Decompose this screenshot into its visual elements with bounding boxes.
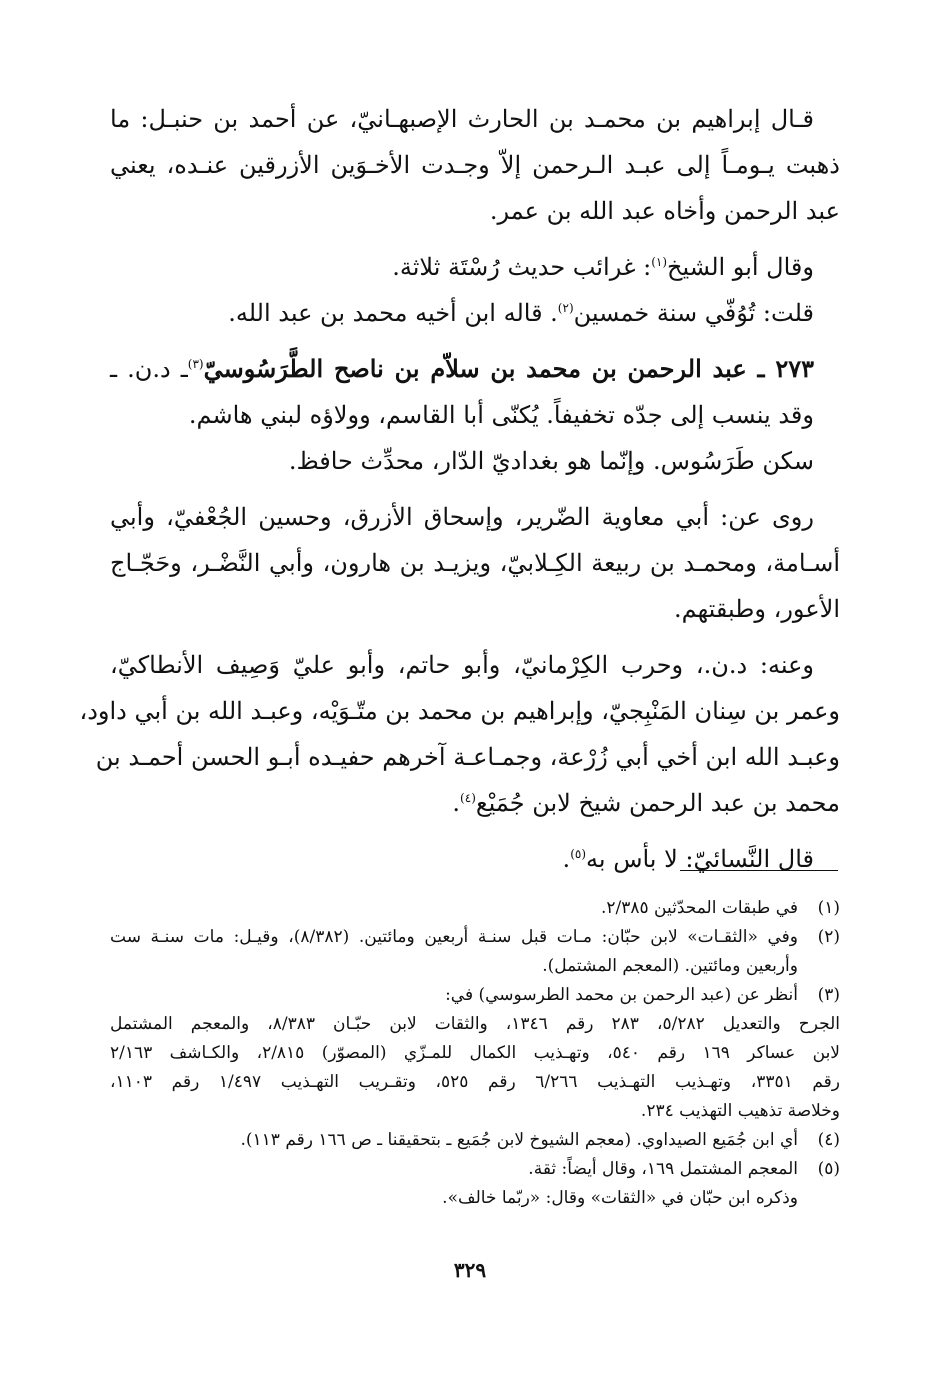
footnote-line: وفي «الثقـات» لابن حبّان: مـات قبل سنـة أربعين ومائتين. (٨/٣٨٢)، وقيـل: مات سنـة ست [110,927,798,947]
footnote-line: لابن عساكر ١٦٩ رقم ٥٤٠، وتهـذيب الكمال للمـزّي (المصوّر) ٢/٨١٥، والكـاشف ٢/١٦٣ [110,1043,841,1063]
footnote-ref-5: (٥) [570,847,587,861]
footnote-3 [110,981,840,1010]
footnote-2 [110,923,840,981]
footnote-line: وخلاصة تذهيب التهذيب ٢٣٤. [640,1101,840,1121]
footnote-ref-3: (٣) [187,357,204,371]
page-number: ٣٢٩ [453,1258,487,1282]
footnote-line: أي ابن جُمَيع الصيداوي. (معجم الشيوخ لابن جُمَيع ـ بتحقيقنا ـ ص ١٦٦ رقم ١١٣). [240,1130,798,1150]
footnote-ref-4: (٤) [460,791,476,805]
footnote-line: رقم ٣٣٥١، وتهـذيب التهـذيب ٦/٢٦٦ رقم ٥٢٥، وتقـريب التهـذيب ١/٤٩٧ رقم ١١٠٣، [110,1072,840,1092]
paragraph-narrated-by [79,642,840,826]
footnote-line: المعجم المشتمل ١٦٩، وقال أيضاً: ثقة. [528,1159,798,1179]
text-line: وعمر بن سِنان المَنْبِجيّ، وإبراهيم بن محمد بن متّـوَيْه، وعبـد الله بن أبي داود، [79,697,840,725]
text-line: وعبـد الله ابن أخي أبي زُرْعة، وجمـاعـة آخرهم حفيـده أبـو الحسن أحمـد بن [95,743,840,771]
footnote-number: (٤) [817,1130,840,1150]
paragraph-ibn-hanbal-quote [110,96,840,234]
footnote-3-continued [110,1010,840,1126]
footnote-4 [110,1126,840,1155]
paragraph-nasai [110,836,840,882]
text-line: وقال أبو الشيخ$^{(١)}$: غرائب حديث رُسْتَة ثلاثة. [392,253,814,281]
text-line: قلت: تُوُفّي سنة خمسين$^{(٢)}$. قاله ابن أخيه محمد بن عبد الله. [228,299,814,327]
paragraph-narrated-from [110,494,840,632]
footnotes [110,894,840,1213]
text-line: الأعور، وطبقتهم. [673,595,840,623]
entry-heading: ٢٧٣ ـ عبد الرحمن بن محمد بن سلاّم بن ناصح الطَّرَسُوسيّ [203,354,814,383]
footnote-ref-1: (١) [651,255,668,269]
footnote-line: في طبقات المحدّثين ٢/٣٨٥. [600,898,798,918]
footnote-5 [110,1155,840,1213]
text-line: أسـامة، ومحمـد بن ربيعة الكِـلابيّ، ويزيـد بن هارون، وأبي النَّضْـر، وحَجّـاج [110,549,840,577]
footnote-line: الجرح والتعديل ٥/٢٨٢، ٢٨٣ رقم ١٣٤٦، والثقات لابن حبّـان ٨/٣٨٣، والمعجم المشتمل [110,1014,841,1034]
text-line: وعنه: د.ن.، وحرب الكِرْمانيّ، وأبو حاتم، وأبو عليّ وَصِيف الأنطاكيّ، [110,651,814,679]
text-line: محمد بن عبد الرحمن شيخ لابن جُمَيْع$^{(٤)}$. [452,789,840,817]
text-line: قـال إبراهيم بن محمـد بن الحارث الإصبهـانيّ، عن أحمد بن حنبـل: ما [110,105,814,133]
entry-273 [110,346,840,484]
text-line: وقد ينسب إلى جدّه تخفيفاً. يُكنّى أبا القاسم، وولاؤه لبني هاشم. [188,401,814,429]
text-line: ذهبت يـومـاً إلى عبـد الـرحمن إلاّ وجـدت الأخـوَين الأزرقين عنـده، يعني [110,151,840,179]
footnote-number: (١) [817,898,840,918]
entry-sigla: ـ د.ن. ـ [110,355,188,383]
text-line: روى عن: أبي معاوية الضّرير، وإسحاق الأزرق، وحسين الجُعْفيّ، وأبي [110,503,814,531]
paragraph-abu-shaykh [110,244,840,336]
footnote-line: وذكره ابن حبّان في «الثقات» وقال: «ربّما خالف». [442,1188,798,1208]
footnote-number: (٣) [817,985,840,1005]
text-line: عبد الرحمن وأخاه عبد الله بن عمر. [489,197,840,225]
entry-heading-line [110,346,840,392]
footnote-separator [680,870,838,871]
footnote-number: (٥) [817,1159,840,1179]
footnote-line: وأربعين ومائتين. (المعجم المشتمل). [542,956,798,976]
text-line: قال النَّسائيّ: لا بأس به$^{(٥)}$. [562,845,814,873]
footnote-number: (٢) [817,927,840,947]
footnote-1 [110,894,840,923]
footnote-ref-2: (٢) [557,301,574,315]
main-text [79,96,840,892]
footnote-line: أنظر عن (عبد الرحمن بن محمد الطرسوسي) في: [445,985,798,1005]
text-line: سكن طَرَسُوس. وإنّما هو بغداديّ الدّار، محدِّث حافظ. [288,447,814,475]
